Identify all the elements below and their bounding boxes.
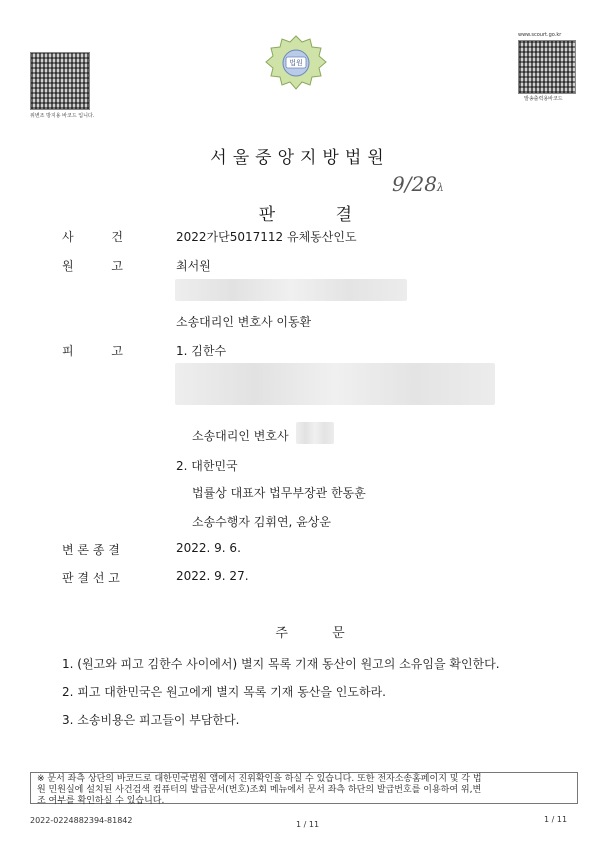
ruling-item-1: 1. (원고와 피고 김한수 사이에서) 별지 목록 기재 동산이 원고의 소유임을 확인한다. — [62, 657, 500, 671]
verdict-label: 판 결 선 고 — [62, 571, 120, 585]
argument-closed-date: 2022. 9. 6. — [176, 541, 241, 555]
defendant-2-representative: 법률상 대표자 법무부장관 한동훈 — [192, 486, 366, 500]
argument-closed-label: 변 론 종 결 — [62, 543, 120, 557]
court-website-url: www.scourt.go.kr — [518, 32, 562, 38]
dispatch-barcode — [518, 40, 576, 94]
ruling-item-2: 2. 피고 대한민국은 원고에게 별지 목록 기재 동산을 인도하라. — [62, 685, 386, 699]
defendant-2-name: 2. 대한민국 — [176, 459, 238, 473]
issue-number: 2022-0224882394-81842 — [30, 816, 133, 825]
notice-line-1: ※ 문서 좌측 상단의 바코드로 대한민국법원 앱에서 진위확인을 하실 수 있습니다. 또한 전자소송홈페이지 및 각 법 — [37, 774, 482, 784]
verification-notice — [30, 772, 578, 804]
ruling-title: 주 문 — [275, 626, 345, 641]
court-name: 서울중앙지방법원 — [210, 148, 390, 168]
seal-text: 법원 — [289, 59, 303, 67]
plaintiff-name: 최서원 — [176, 259, 211, 273]
notice-line-3: 조 여부를 확인하실 수 있습니다. — [37, 796, 165, 806]
handwritten-note: 9/28λ — [392, 172, 444, 196]
notice-line-2: 원 민원실에 설치된 사건검색 컴퓨터의 발급문서(번호)조회 메뉴에서 문서 좌측 하단의 발급번호를 이용하여 위,변 — [37, 785, 482, 795]
verdict-date: 2022. 9. 27. — [176, 569, 249, 583]
redacted-defendant-1-address — [175, 363, 495, 405]
redacted-defendant-1-lawyer — [296, 422, 334, 444]
plaintiff-label: 원 고 — [62, 259, 123, 273]
redacted-plaintiff-address — [175, 279, 407, 301]
document-title — [240, 180, 360, 225]
defendant-label: 피 고 — [62, 344, 123, 358]
authenticity-barcode — [30, 52, 90, 110]
page-number-right: 1 / 11 — [544, 815, 568, 824]
ruling-item-3: 3. 소송비용은 피고들이 부담한다. — [62, 713, 240, 727]
handwritten-note-text: 9/28 — [392, 172, 437, 196]
defendant-2-litigation-agents: 소송수행자 김휘연, 윤상운 — [192, 515, 331, 529]
defendant-1-name: 1. 김한수 — [176, 344, 227, 358]
plaintiff-representative: 소송대리인 변호사 이동환 — [176, 315, 312, 329]
right-barcode-caption: 발송출력용바코드 — [524, 96, 563, 102]
case-label: 사 건 — [62, 230, 123, 244]
defendant-1-representative: 소송대리인 변호사 — [192, 429, 289, 443]
document-title-text: 판 결 — [258, 205, 353, 225]
page-number-center: 1 / 11 — [296, 820, 320, 829]
court-seal-icon — [264, 34, 328, 94]
left-barcode-caption: 위변조 방지용 바코드 입니다. — [30, 113, 95, 119]
case-value: 2022가단5017112 유체동산인도 — [176, 230, 357, 244]
